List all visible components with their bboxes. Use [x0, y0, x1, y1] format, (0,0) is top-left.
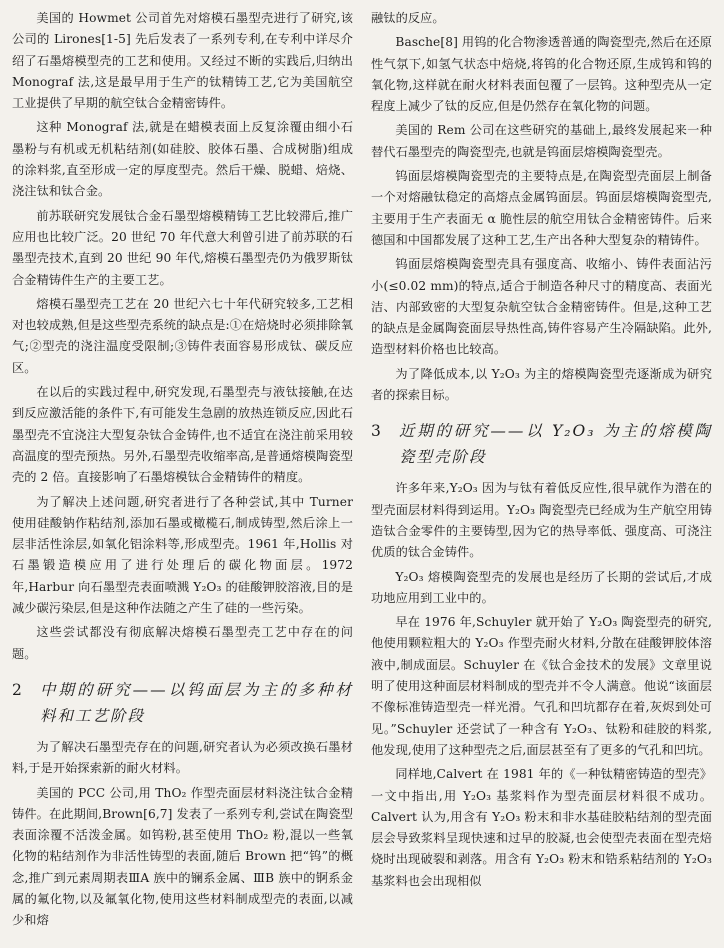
- paragraph-pcc: 美国的 PCC 公司,用 ThO₂ 作型壳面层材料浇注钛合金精铸件。在此期间,Brown[6,7] 发表了一系列专利,尝试在陶瓷型表面涂覆不活泼金属。如钨粉,甚至使用 ThO₂ 粉,混以一些氧化物的粘结剂作为非活性铸型的表面,随后 Brown 把“钨”的概念,推广到元素周期表ⅢA 族中的镧系金属、ⅢB 族中的锕系金属的氟化物,以及氟氧化物,使用这些材料制成型壳的表面,以减少和熔: [12, 785, 353, 928]
- paragraph-continued: 融钛的反应。: [371, 11, 445, 25]
- paragraph-soviet: 前苏联研究发展钛合金石墨型熔模精铸工艺比较滞后,推广应用也比较广泛。20 世纪 70 年代意大利曾引进了前苏联的石墨型壳技术,直到 20 世纪 90 年代,熔模石墨型壳仍为俄罗斯钛合金精铸件生产的主要工艺。: [12, 208, 353, 287]
- paragraph-rem: 美国的 Rem 公司在这些研究的基础上,最终发展起来一种替代石墨型壳的陶瓷型壳,也就是钨面层熔模陶瓷型壳。: [371, 123, 712, 159]
- paragraph-cost: 为了降低成本,以 Y₂O₃ 为主的熔模陶瓷型壳逐渐成为研究者的探索目标。: [371, 366, 712, 403]
- paragraph-y2o3-history: Y₂O₃ 熔模陶瓷型壳的发展也是经历了长期的尝试后,才成功地应用到工业中的。: [371, 569, 712, 605]
- section-heading-3: [371, 418, 712, 470]
- section-number: 2: [12, 680, 24, 699]
- paragraph-drawbacks: 熔模石墨型壳工艺在 20 世纪六七十年代研究较多,工艺相对也较成熟,但是这些型壳系统的缺点是:①在焙烧时必须排除氧气;②型壳的浇注温度受限制;③铸件表面容易形成钛、碳反应区。: [12, 296, 353, 375]
- paragraph-unsolved: 这些尝试都没有彻底解决熔模石墨型壳工艺中存在的问题。: [12, 625, 353, 661]
- right-column: [371, 8, 712, 948]
- paragraph-howmet: 美国的 Howmet 公司首先对熔模石墨型壳进行了研究,该公司的 Lirones[1-5] 先后发表了一系列专利,在专利中详尽介绍了石墨熔模型壳的工艺和使用。又经过不断的实践后,归纳出 Monograf 法,这是最早用于生产的钛精铸工艺,它为美国航空工业提供了早期的航空钛合金精密铸件。: [12, 11, 353, 111]
- section-title: 近期的研究——以 Y₂O₃ 为主的熔模陶瓷型壳阶段: [399, 422, 712, 467]
- paragraph-schuyler: 早在 1976 年,Schuyler 就开始了 Y₂O₃ 陶瓷型壳的研究,他使用颗粒粗大的 Y₂O₃ 作型壳耐火材料,分散在硅酸钾胶体溶液中,制成面层。Schuyler 在《钛合金技术的发展》文章里说明了使用这种面层材料制成的型壳并不令人满意。他说“该面层不像标准铸造型壳一样光滑。气孔和凹坑都存在着,灰烬到处可见。”Schuyler 还尝试了一种含有 Y₂O₃、钛粉和硅胶的料浆,他发现,使用了这种型壳之后,面层甚至有了更多的气孔和凹坑。: [371, 615, 712, 757]
- paragraph-monograf: 这种 Monograf 法,就是在蜡模表面上反复涂覆由细小石墨粉与有机或无机粘结剂(如硅胶、胶体石墨、合成树脂)组成的涂料浆,直至形成一定的厚度型壳。然后干燥、脱蜡、焙烧、浇注钛和钛合金。: [12, 120, 353, 199]
- paragraph-new-materials: 为了解决石墨型壳存在的问题,研究者认为必须改换石墨材料,于是开始探索新的耐火材料。: [12, 739, 353, 776]
- paragraph-tungsten-features: 钨面层熔模陶瓷型壳的主要特点是,在陶瓷型壳面层上制备一个对熔融钛稳定的高熔点金属钨面层。钨面层熔模陶瓷型壳,主要用于生产表面无 α 脆性层的航空用钛合金精密铸件。后来德国和中国都发展了这种工艺,生产出各种大型复杂的精铸件。: [371, 169, 712, 247]
- paragraph-basche: Basche[8] 用钨的化合物渗透普通的陶瓷型壳,然后在还原性气氛下,如氢气状态中焙烧,将钨的化合物还原,生成钨和钨的氧化物,这样就在耐火材料表面包覆了一层钨。这种型壳从一定程度上减少了钛的反应,但是仍然存在氧化物的问题。: [371, 35, 712, 114]
- section-title: 中期的研究——以钨面层为主的多种材料和工艺阶段: [40, 680, 353, 725]
- left-column: [12, 8, 353, 948]
- paragraph-practice: 在以后的实践过程中,研究发现,石墨型壳与液钛接触,在达到反应激活能的条件下,有可能发生急剧的放热连锁反应,因此石墨型壳不宜浇注大型复杂钛合金铸件,也不适宜在浇注前采用较高温度的型壳预热。另外,石墨型壳收缩率高,是普通熔模陶瓷型壳的 2 倍。直接影响了石墨熔模钛合金精铸件的精度。: [12, 385, 353, 485]
- paragraph-calvert: 同样地,Calvert 在 1981 年的《一种钛精密铸造的型壳》一文中指出,用 Y₂O₃ 基浆料作为型壳面层材料很不成功。Calvert 认为,用含有 Y₂O₃ 粉末和非水基硅胶粘结剂的型壳面层会导致浆料呈现快速和过早的胶凝,也会使型壳表面在型壳焙烧时出现破裂和剥落。用含有 Y₂O₃ 粉末和锆系粘结剂的 Y₂O₃ 基浆料也会出现相似: [371, 767, 712, 888]
- paragraph-attempts: 为了解决上述问题,研究者进行了各种尝试,其中 Turner 使用硅酸钠作粘结剂,添加石墨或橄榄石,制成铸型,然后涂上一层非活性涂层,如氧化铝涂料等,形成型壳。1961 年,Hollis 对石墨锻造模应用了进行处理后的碳化物面层。1972 年,Harbur 向石墨型壳表面喷溅 Y₂O₃ 的硅酸钾胶溶液,目的是减少碳污染层,但是这种作法随之产生了硅的一些污染。: [12, 494, 353, 616]
- section-heading-2: [12, 677, 353, 729]
- section-number: 3: [371, 422, 383, 441]
- paragraph-tungsten-pros-cons: 钨面层熔模陶瓷型壳具有强度高、收缩小、铸件表面沾污小(≤0.02 mm)的特点,适合于制造各种尺寸的精度高、表面光洁、内部致密的大型复杂航空钛合金精密铸件。但是,这种工艺的缺点是金属陶瓷面层导热性高,铸件容易产生冷隔缺陷。此外,造型材料价格也比较高。: [371, 257, 712, 357]
- paragraph-y2o3-intro: 许多年来,Y₂O₃ 因为与钛有着低反应性,很早就作为潜在的型壳面层材料得到运用。Y₂O₃ 陶瓷型壳已经成为生产航空用铸造钛合金零件的主要铸型,因为它的热导率低、强度高、可浇注优质的钛合金铸件。: [371, 481, 712, 560]
